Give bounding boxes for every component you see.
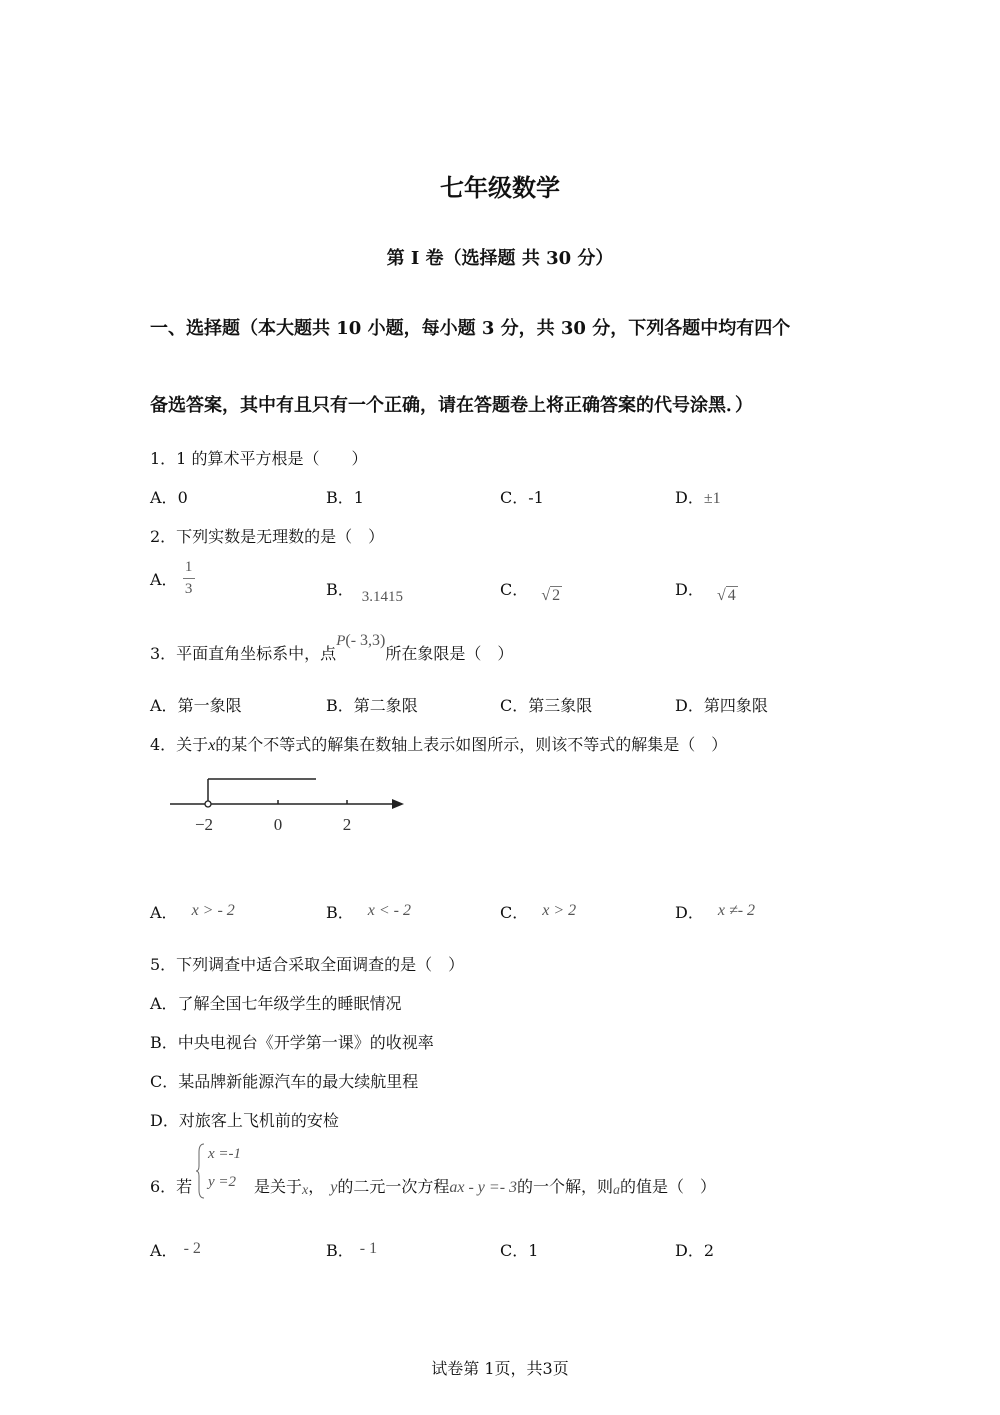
q3-option-a: A．第一象限 — [150, 696, 242, 715]
system-line-2: y =2 — [208, 1174, 237, 1190]
question-3-stem: 3．平面直角坐标系中，点P(- 3,3)所在象限是（ ） — [150, 632, 514, 663]
number-line-figure — [160, 770, 420, 840]
q5-option-a: A．了解全国七年级学生的睡眠情况 — [150, 994, 402, 1013]
brace-icon — [196, 1142, 206, 1200]
q4-option-b: B． x < - 2 — [326, 902, 411, 922]
q4-option-a: A． x > - 2 — [150, 902, 235, 922]
question-4-stem: 4．关于x的某个不等式的解集在数轴上表示如图所示，则该不等式的解集是（ ） — [150, 735, 728, 754]
q5-option-d: D．对旅客上飞机前的安检 — [150, 1111, 339, 1130]
q1-option-b: B．1 — [326, 488, 364, 507]
section-heading-line1: 一、选择题（本大题共 10 小题，每小题 3 分，共 30 分，下列各题中均有四个 — [150, 318, 791, 339]
q2-option-d: D． √ 4 — [675, 580, 736, 604]
q1-option-d: D．±1 — [675, 488, 721, 507]
q6-option-d: D．2 — [675, 1241, 715, 1260]
q3-option-c: C．第三象限 — [500, 696, 593, 715]
q1-option-c: C．-1 — [500, 488, 544, 507]
q2-option-b: B． 3.1415 — [326, 580, 404, 605]
q5-option-c: C．某品牌新能源汽车的最大续航里程 — [150, 1072, 419, 1091]
page-title: 七年级数学 — [440, 173, 560, 202]
q2-option-c: C． √ 2 — [500, 580, 561, 604]
tick-label-neg2: −2 — [194, 815, 214, 834]
system-line-1: x =-1 — [208, 1146, 242, 1162]
fraction-one-third: $\frac{1}{3}$ — [183, 560, 195, 597]
axis-arrow-icon — [392, 799, 404, 809]
q6-option-c: C．1 — [500, 1241, 539, 1260]
question-2-stem: 2．下列实数是无理数的是（ ） — [150, 527, 385, 546]
q3-option-b: B．第二象限 — [326, 696, 418, 715]
open-circle-marker — [205, 801, 211, 807]
q4-option-d: D． x ≠- 2 — [675, 902, 756, 922]
question-6-stem-rest: 是关于x， y的二元一次方程ax - y =- 3的一个解，则a的值是（ ） — [254, 1177, 717, 1198]
section-heading-line2: 备选答案，其中有且只有一个正确，请在答题卷上将正确答案的代号涂黑．） — [150, 395, 753, 416]
question-5-stem: 5．下列调查中适合采取全面调查的是（ ） — [150, 955, 465, 974]
section-subtitle: 第 I 卷（选择题 共 30 分） — [386, 248, 614, 269]
q5-option-b: B．中央电视台《开学第一课》的收视率 — [150, 1033, 434, 1052]
question-6-stem-pre: 6．若 — [150, 1177, 193, 1196]
q3-option-d: D．第四象限 — [675, 696, 768, 715]
sqrt-four: √ 4 — [716, 587, 736, 604]
q2-option-a: A． $\frac{1}{3}$ — [150, 560, 195, 597]
question-1-stem: 1．1 的算术平方根是（ ） — [150, 449, 368, 468]
tick-label-0: 0 — [273, 815, 283, 834]
q1-option-a: A．0 — [150, 488, 188, 507]
tick-label-2: 2 — [342, 815, 352, 834]
q6-option-b: B． - 1 — [326, 1240, 378, 1260]
q4-option-c: C． x > 2 — [500, 902, 577, 922]
q6-option-a: A． - 2 — [150, 1240, 201, 1260]
sqrt-two: √ 2 — [541, 587, 561, 604]
page-footer: 试卷第 1页，共3页 — [431, 1359, 569, 1378]
